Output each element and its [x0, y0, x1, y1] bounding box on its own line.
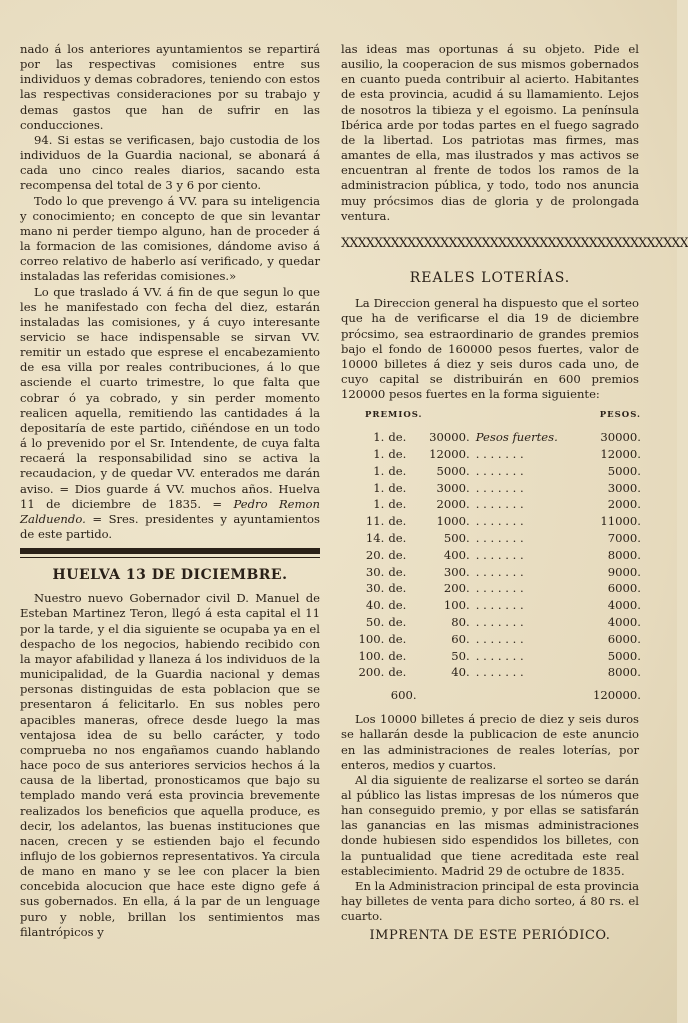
prize-amount: 3000. — [436, 480, 470, 495]
prize-row — [341, 530, 641, 547]
ornamental-divider: XXXXXXXXXXXXXXXXXXXXXXXXXXXXXXXXXXXXXXXXXX — [341, 235, 688, 251]
prize-count: 30. — [365, 581, 385, 596]
prize-count: 20. — [365, 547, 385, 562]
prize-de: de. — [388, 564, 407, 579]
prize-amount: 100. — [443, 598, 470, 613]
paragraph-al-dia: Al dia siguiente de realizarse el sorteo se darán al público las listas impresas de los números que han conseguido premio, y por ellas se satisfarán las ganancias en las mismas administraciones donde hubiesen sido espendidos los billetes, con la puntualidad que tiene acreditada este real establecimiento. Madrid 29 de octubre de 1835. — [341, 772, 639, 878]
prize-total: 7000. — [607, 531, 641, 546]
right-column — [341, 42, 688, 944]
prize-count: 14. — [365, 531, 385, 546]
paragraph-en-la: En la Administracion principal de esta provincia hay billetes de venta para dicho sorteo, á 80 rs. el cuarto. — [341, 878, 639, 924]
prize-amount: 200. — [443, 581, 470, 596]
prize-total: 8000. — [607, 547, 641, 562]
prize-note: . . . . . . . — [475, 463, 524, 478]
section-divider-thick — [20, 548, 320, 554]
pesos-header: PESOS. — [599, 410, 641, 421]
prize-total: 5000. — [607, 463, 641, 478]
prize-table — [341, 408, 641, 704]
prize-amount: 400. — [443, 547, 470, 562]
prize-row — [341, 665, 641, 682]
lottery-title: REALES LOTERÍAS. — [409, 270, 571, 287]
prize-row — [341, 446, 641, 463]
prize-total: 5000. — [607, 648, 641, 663]
prize-row — [341, 631, 641, 648]
prize-total: 30000. — [600, 430, 641, 445]
prize-amount: 2000. — [436, 497, 470, 512]
prize-note: . . . . . . . — [475, 514, 524, 529]
prize-row — [341, 564, 641, 581]
prize-count: 1. — [373, 430, 385, 445]
prize-row — [341, 480, 641, 497]
prize-row — [341, 513, 641, 530]
total-count: 600. — [390, 688, 417, 703]
prize-de: de. — [388, 615, 407, 630]
paragraph-billetes: Los 10000 billetes á precio de diez y seis duros se hallarán desde la publicacion de este anuncio en las administraciones de reales loterías, por enteros, medios y cuartos. — [341, 712, 639, 772]
prize-count: 100. — [358, 631, 385, 646]
paragraph-todo: Todo lo que prevengo á VV. para su inteligencia y conocimiento; en concepto de que sin levantar mano ni perder tiempo alguno, han de proceder á la formacion de las comisiones, dándome aviso á correo relativo de haberlo así verificado, y quedar instaladas las referidas comisiones.» — [20, 193, 320, 284]
prize-row — [341, 648, 641, 665]
imprint-line: IMPRENTA DE ESTE PERIÓDICO. — [369, 928, 611, 944]
prize-count: 11. — [365, 514, 385, 529]
section-divider-thin — [20, 557, 320, 558]
prize-de: de. — [388, 430, 407, 445]
prize-note: . . . . . . . — [475, 665, 524, 680]
prize-note: . . . . . . . — [475, 497, 524, 512]
prize-de: de. — [388, 631, 407, 646]
prize-row — [341, 614, 641, 631]
prize-de: de. — [388, 514, 407, 529]
prize-count: 1. — [373, 447, 385, 462]
section-title: HUELVA 13 DE DICIEMBRE. — [52, 567, 288, 584]
prize-note: Pesos fuertes. — [475, 430, 558, 445]
prize-de: de. — [388, 665, 407, 680]
prize-total: 11000. — [600, 514, 641, 529]
addressees: = Sres. presidentes y ayuntamientos de este partido. — [20, 511, 320, 541]
prize-de: de. — [388, 581, 407, 596]
prize-total: 4000. — [607, 615, 641, 630]
paragraph-lo-que — [20, 285, 320, 543]
prize-de: de. — [388, 463, 407, 478]
paragraph-continuation: nado á los anteriores ayuntamientos se repartirá por las respectivas comisiones entre sus individuos y demas cobradores, teniendo con estos las respectivas consideraciones por su trabajo y demas gastos que han de sufrir en las conducciones. — [20, 42, 320, 132]
prize-de: de. — [388, 531, 407, 546]
prize-count: 1. — [373, 463, 385, 478]
paragraph-nuestro: Nuestro nuevo Gobernador civil D. Manuel de Esteban Martinez Teron, llegó á esta capital el 11 por la tarde, y el dia siguiente se ocupaba ya en el despacho de los negocios, habiendo recibido con la mayor afabilidad y llaneza á los individuos de la municipalidad, de la Guardia nacional y demas personas distinguidas de esta poblacion que se presentaron á felicitarlo. En sus nobles pero apacibles maneras, ofrece desde luego la mas ventajosa idea de su bello carácter, y todo comprueba no nos engañamos cuando hablando hace poco de sus anteriores servicios hechos á la causa de la libertad, pronosticamos que bajo su templado mando verá esta provincia brevemente realizados los beneficios que aquella produce, es decir, los adelantos, las buenas instituciones que nacen, crecen y se estienden bajo el fecundo influjo de los gobiernos representativos. Ya circula de mano en mano y se lee con placer la bien concebida alocucion que hace este digno gefe á sus gobernados. En ella, á la par de un lenguage puro y noble, brillan los sentimientos mas filantrópicos y — [20, 591, 320, 939]
prize-note: . . . . . . . — [475, 581, 524, 596]
prize-count: 50. — [365, 615, 385, 630]
paragraph-continuation-right: las ideas mas oportunas á su objeto. Pide el ausilio, la cooperacion de sus mismos gobernados en cuanto pueda contribuir al acierto. Habitantes de esta provincia, acudid á su llamamiento. Lejos de nosotros la tibieza y el egoismo. La península Ibérica arde por todas partes en el fuego sagrado de la libertad. Los patriotas mas firmes, mas amantes de ella, mas ilustrados y mas activos se encuentran al frente de todos los ramos de la administracion pública, y todo, todo nos anuncia muy prócsimos dias de gloria y de prolongada ventura. — [341, 42, 639, 223]
prize-row — [341, 597, 641, 614]
prize-count: 40. — [365, 598, 385, 613]
lottery-intro: La Direccion general ha dispuesto que el sorteo que ha de verificarse el dia 19 de diciembre prócsimo, sea estraordinario de grandes premios bajo el fondo de 160000 pesos fuertes, valor de 10000 billetes á diez y seis duros cada uno, de cuyo capital se distribuirán en 600 premios 120000 pesos fuertes en la forma siguiente: — [341, 296, 639, 402]
prize-row — [341, 497, 641, 514]
prize-amount: 40. — [451, 665, 470, 680]
prize-count: 30. — [365, 564, 385, 579]
prize-total: 8000. — [607, 665, 641, 680]
prize-de: de. — [388, 480, 407, 495]
prize-total: 6000. — [607, 631, 641, 646]
prize-total: 4000. — [607, 598, 641, 613]
prize-note: . . . . . . . — [475, 547, 524, 562]
prize-row — [341, 547, 641, 564]
prize-count: 1. — [373, 480, 385, 495]
prize-total: 3000. — [607, 480, 641, 495]
prize-de: de. — [388, 497, 407, 512]
prize-amount: 50. — [451, 648, 470, 663]
prize-amount: 80. — [451, 615, 470, 630]
prize-note: . . . . . . . — [475, 631, 524, 646]
prize-de: de. — [388, 598, 407, 613]
premios-header: PREMIOS. — [365, 410, 423, 421]
prize-amount: 30000. — [429, 430, 470, 445]
signature: Pedro Remon Zalduendo. — [20, 496, 320, 526]
prize-count: 100. — [358, 648, 385, 663]
prize-note: . . . . . . . — [475, 447, 524, 462]
prize-note: . . . . . . . — [475, 598, 524, 613]
prize-de: de. — [388, 447, 407, 462]
prize-note: . . . . . . . — [475, 480, 524, 495]
prize-amount: 300. — [443, 564, 470, 579]
prize-note: . . . . . . . — [475, 531, 524, 546]
prize-amount: 60. — [451, 631, 470, 646]
prize-de: de. — [388, 547, 407, 562]
prize-note: . . . . . . . — [475, 564, 524, 579]
total-pesos: 120000. — [593, 688, 641, 703]
paragraph-94: 94. Si estas se verificasen, bajo custodia de los individuos de la Guardia nacional, se abonará á cada uno cinco reales diarios, sacando esta recompensa del total de 3 y 6 por ciento. — [20, 132, 320, 193]
prize-amount: 1000. — [436, 514, 470, 529]
prize-total: 6000. — [607, 581, 641, 596]
prize-row — [341, 581, 641, 598]
prize-count: 200. — [358, 665, 385, 680]
left-column — [20, 42, 320, 940]
prize-note: . . . . . . . — [475, 648, 524, 663]
paragraph-lo-que-text: Lo que traslado á VV. á fin de que segun lo que les he manifestado con fecha del diez, estarán instaladas las comisiones, y á cuyo interesante servicio se hace indispensable se sirvan VV. remitir un estado que esprese el encabezamiento de esa villa por reales contribuciones, á lo que asciende el cuarto trimestre, lo que falta que cobrar ó ya cobrado, y sin perder momento realicen aquella, remitiendo las cantidades á la depositaría de este partido, ciñéndose en un todo á lo prevenido por el Sr. Intendente, de cuya falta recaerá la responsabilidad sino se activa la recaudacion, y de quedar VV. enterados me darán aviso. = Dios guarde á VV. muchos años. Huelva 11 de diciembre de 1835. = — [20, 284, 320, 511]
prize-total: 2000. — [607, 497, 641, 512]
prize-row — [341, 463, 641, 480]
prize-total: 9000. — [607, 564, 641, 579]
prize-amount: 5000. — [436, 463, 470, 478]
prize-de: de. — [388, 648, 407, 663]
prize-total: 12000. — [600, 447, 641, 462]
prize-note: . . . . . . . — [475, 615, 524, 630]
prize-row — [341, 429, 641, 446]
prize-amount: 500. — [443, 531, 470, 546]
prize-count: 1. — [373, 497, 385, 512]
prize-amount: 12000. — [429, 447, 470, 462]
